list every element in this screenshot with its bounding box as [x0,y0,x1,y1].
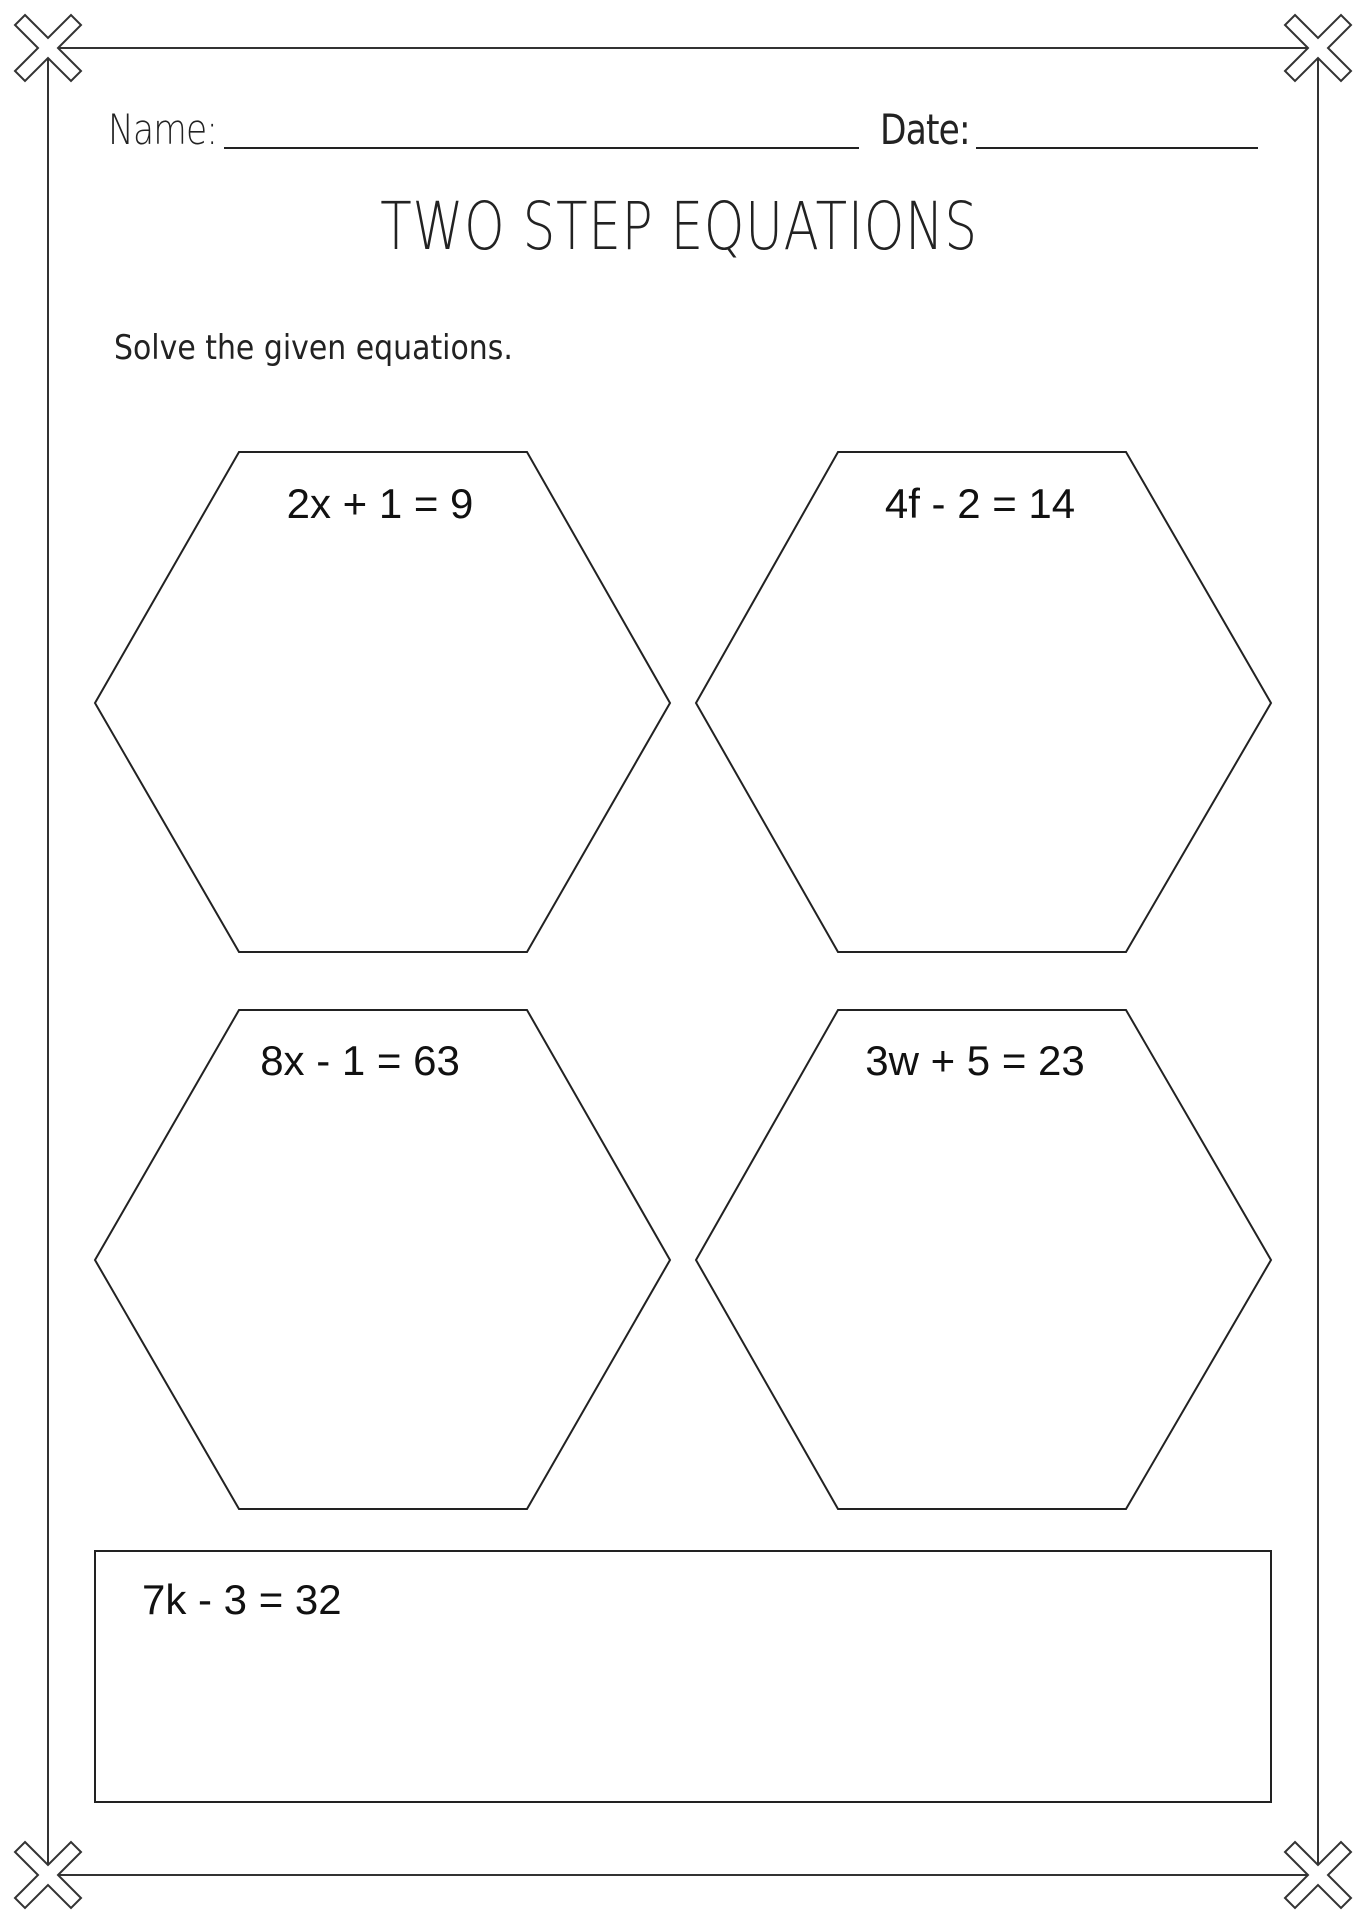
equation-5: 7k - 3 = 32 [142,1576,342,1623]
equation-4: 3w + 5 = 23 [865,1037,1085,1084]
instructions-text: Solve the given equations. [114,328,513,368]
page-title: TWO STEP EQUATIONS [380,188,978,265]
name-label: Name: [108,105,218,154]
date-label: Date: [880,105,970,154]
name-field-line[interactable] [224,147,859,149]
equation-1: 2x + 1 = 9 [286,480,474,527]
equation-3: 8x - 1 = 63 [260,1037,460,1084]
equation-2: 4f - 2 = 14 [884,480,1076,527]
date-field-line[interactable] [976,147,1258,149]
